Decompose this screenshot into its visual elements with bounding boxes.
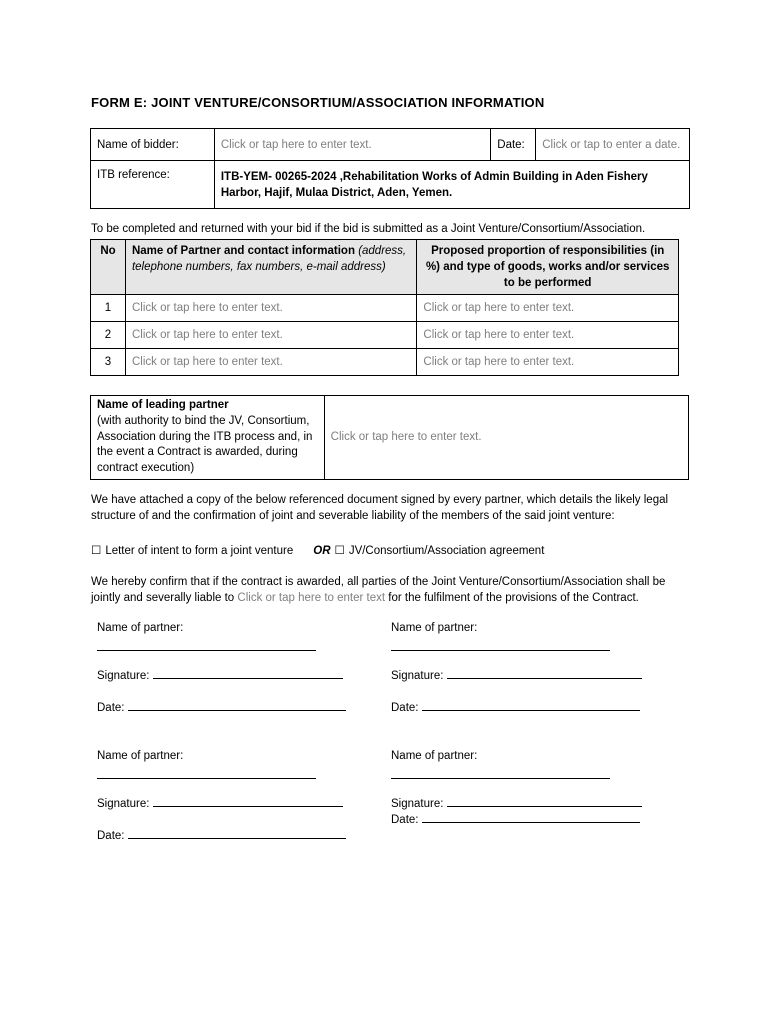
signature-line[interactable] [153, 797, 343, 807]
date-field[interactable]: Click or tap to enter a date. [536, 129, 690, 161]
checkbox-jv-agreement[interactable]: ☐ [334, 545, 345, 557]
date-line[interactable] [422, 701, 640, 711]
proportion-field[interactable]: Click or tap here to enter text. [417, 295, 679, 322]
partner-name-field[interactable]: Click or tap here to enter text. [125, 322, 416, 349]
intro-text: To be completed and returned with your bid if the bid is submitted as a Joint Venture/Consortium/Association. [91, 223, 646, 235]
option-jv-agreement: JV/Consortium/Association agreement [348, 545, 545, 557]
liable-to-field[interactable]: Click or tap here to enter text [237, 592, 386, 604]
bidder-table [90, 128, 690, 209]
confirm-text-after: for the fulfilment of the provisions of the Contract. [388, 592, 639, 604]
partner-name-label: Name of partner: [391, 750, 478, 762]
table-row [91, 322, 679, 349]
leading-partner-field[interactable]: Click or tap here to enter text. [324, 396, 688, 480]
col-name-header [125, 240, 416, 295]
signature-line[interactable] [447, 669, 642, 679]
date-label: Date: [491, 129, 536, 161]
leading-partner-detail: (with authority to bind the JV, Consortium, Association during the ITB process and, in the event a Contract is awarded, during contract execution) [97, 414, 313, 475]
signature-line[interactable] [153, 669, 343, 679]
date-line-label: Date: [97, 701, 346, 714]
date-line[interactable] [128, 701, 346, 711]
partner-name-label: Name of partner: [97, 622, 184, 634]
col-name-italic: (address, telephone numbers, fax numbers, e-mail address) [131, 245, 407, 273]
date-line[interactable] [422, 813, 640, 823]
date-line-label: Date: [97, 829, 346, 842]
checkbox-letter-of-intent[interactable]: ☐ [91, 545, 102, 557]
col-proportion-header: Proposed proportion of responsibilities (in %) and type of goods, works and/or services to be performed [417, 240, 679, 295]
table-row [91, 295, 679, 322]
partner-name-field[interactable]: Click or tap here to enter text. [125, 349, 416, 376]
proportion-field[interactable]: Click or tap here to enter text. [417, 349, 679, 376]
signature-line[interactable] [447, 797, 642, 807]
partner-name-line[interactable] [391, 641, 610, 651]
leading-partner-table [90, 395, 689, 480]
confirm-text [91, 574, 691, 606]
proportion-field[interactable]: Click or tap here to enter text. [417, 322, 679, 349]
row-number: 2 [91, 322, 126, 349]
table-row [91, 349, 679, 376]
signature-label: Signature: [97, 797, 343, 810]
col-name-bold: Name of Partner and contact information [131, 245, 355, 257]
attached-text: We have attached a copy of the below referenced document signed by every partner, which details the likely legal structure of and the confirmation of joint and severable liability of the members of the said joint venture: [91, 494, 669, 522]
leading-partner-label [91, 396, 325, 480]
or-label: OR [313, 545, 331, 557]
itb-label: ITB reference: [91, 161, 215, 209]
partner-name-line[interactable] [97, 641, 316, 651]
partner-name-label: Name of partner: [97, 750, 184, 762]
partner-name-line[interactable] [97, 769, 316, 779]
partners-table [90, 239, 679, 376]
signature-label: Signature: [391, 797, 642, 810]
signature-label: Signature: [391, 669, 642, 682]
row-number: 1 [91, 295, 126, 322]
leading-partner-title: Name of leading partner [97, 399, 229, 411]
signature-label: Signature: [97, 669, 343, 682]
partner-name-field[interactable]: Click or tap here to enter text. [125, 295, 416, 322]
date-line-label: Date: [391, 813, 640, 826]
itb-reference: ITB-YEM- 00265-2024 ,Rehabilitation Works of Admin Building in Aden Fishery Harbor, Hajif, Mulaa District, Aden, Yemen. [214, 161, 689, 209]
form-title: FORM E: JOINT VENTURE/CONSORTIUM/ASSOCIATION INFORMATION [91, 95, 545, 110]
option-letter-of-intent: Letter of intent to form a joint venture [105, 545, 294, 557]
date-line[interactable] [128, 829, 346, 839]
document-options [91, 543, 548, 557]
bidder-name-label: Name of bidder: [91, 129, 215, 161]
col-no-header: No [91, 240, 126, 295]
confirm-text-before: We hereby confirm that if the contract is awarded, all parties of the Joint Venture/Consortium/Association shall be jointly and severally liable to [91, 576, 666, 604]
partner-name-line[interactable] [391, 769, 610, 779]
date-line-label: Date: [391, 701, 640, 714]
bidder-name-field[interactable]: Click or tap here to enter text. [214, 129, 490, 161]
row-number: 3 [91, 349, 126, 376]
partner-name-label: Name of partner: [391, 622, 478, 634]
